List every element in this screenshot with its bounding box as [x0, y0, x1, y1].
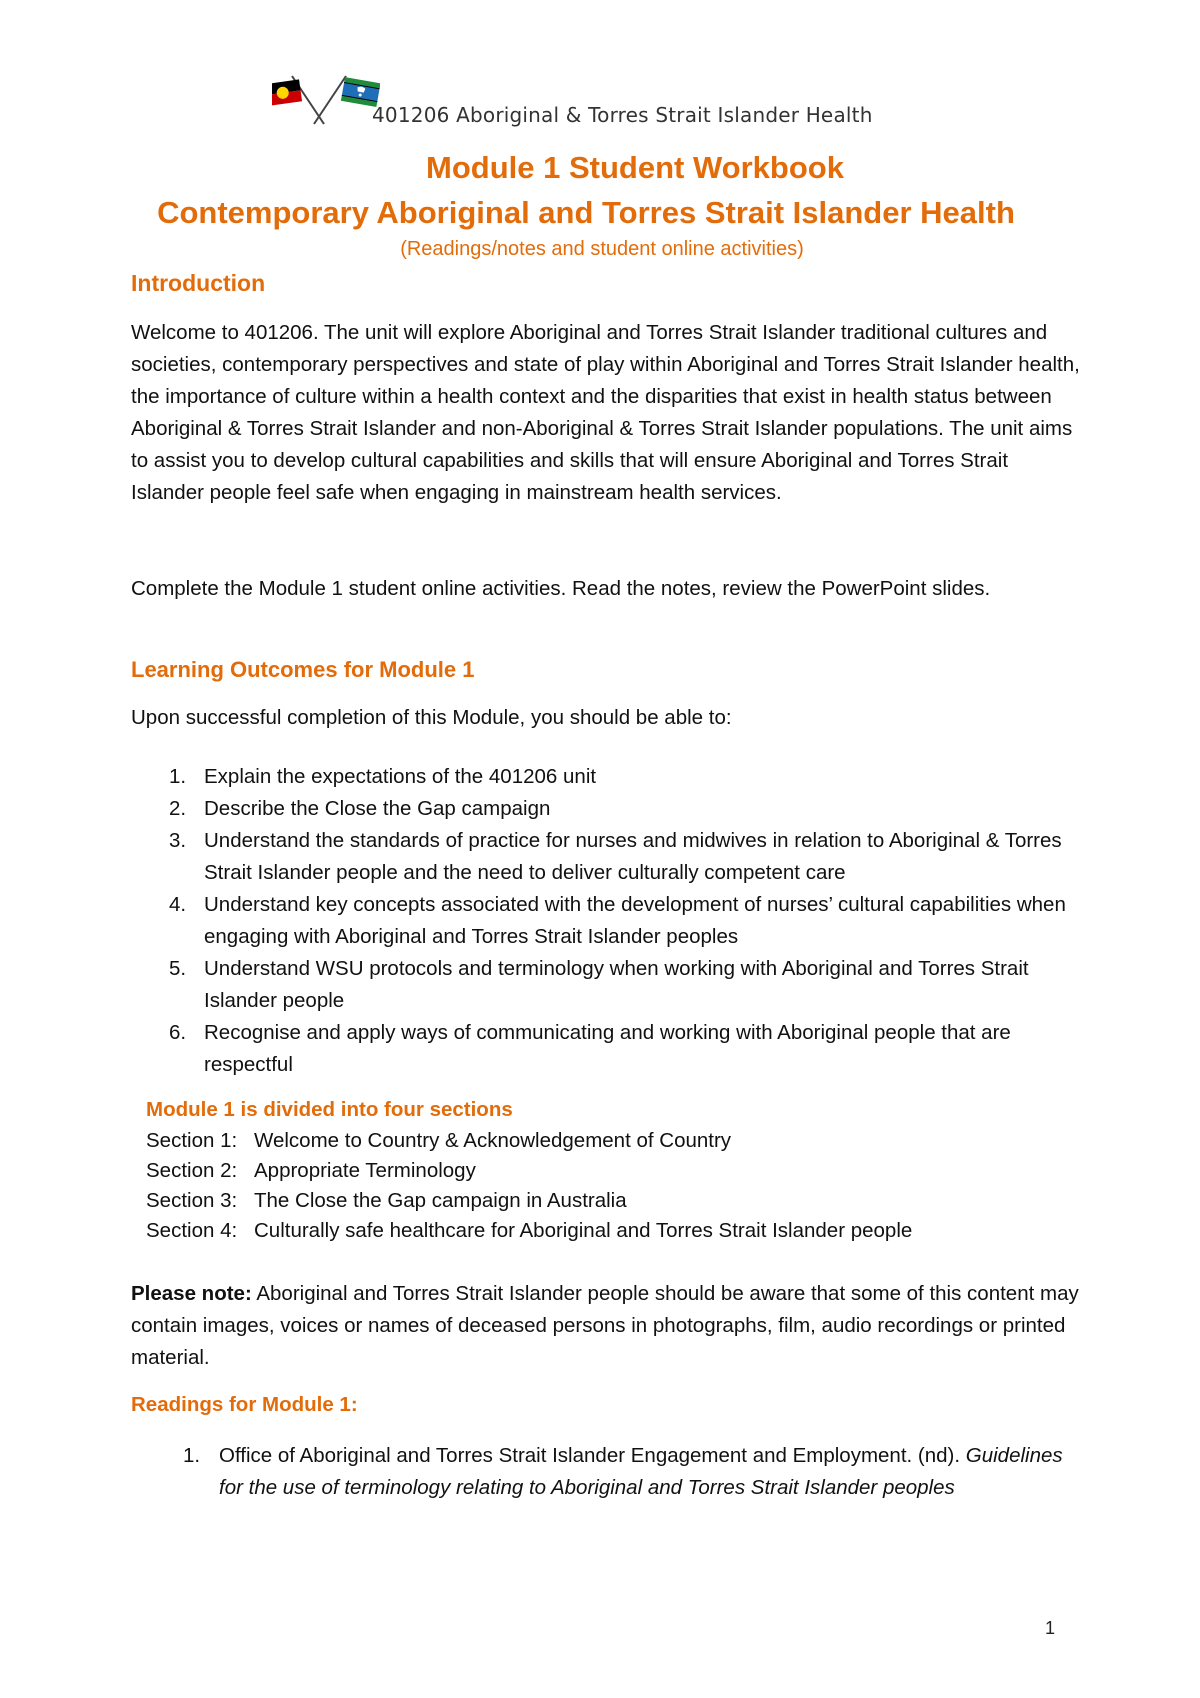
introduction-heading: Introduction	[131, 270, 266, 296]
section-label: Section 3:	[146, 1189, 238, 1212]
section-label: Section 2:	[146, 1159, 238, 1182]
section-text: Appropriate Terminology	[254, 1159, 476, 1182]
page-number: 1	[1045, 1618, 1056, 1638]
list-item-text: Understand the standards of practice for nurses and midwives in relation to Aboriginal & Torres Strait Islander people and the need to deliver culturally competent care	[204, 829, 1062, 884]
list-item	[131, 793, 1091, 825]
activities-paragraph: Complete the Module 1 student online activities. Read the notes, review the PowerPoint slides.	[131, 577, 991, 600]
list-item-text: Understand WSU protocols and terminology when working with Aboriginal and Torres Strait Islander people	[204, 957, 1029, 1012]
section-text: Welcome to Country & Acknowledgement of Country	[254, 1129, 732, 1152]
page-title: Module 1 Student Workbook	[426, 150, 844, 185]
list-item	[131, 1017, 1091, 1081]
list-item	[131, 825, 1091, 889]
list-item-text: Understand key concepts associated with the development of nurses’ cultural capabilities when engaging with Aboriginal and Torres Strait Islander peoples	[204, 893, 1066, 948]
reading-title: Guidelines for the use of terminology relating to Aboriginal and Torres Strait Islander peoples	[219, 1444, 1063, 1499]
learning-outcomes-heading: Learning Outcomes for Module 1	[131, 657, 475, 682]
list-item	[131, 889, 1091, 953]
content-warning	[131, 1278, 1091, 1374]
content-warning-label: Please note:	[131, 1282, 252, 1305]
reading-citation: Office of Aboriginal and Torres Strait Islander Engagement and Employment. (nd).	[219, 1444, 966, 1467]
section-label: Section 1:	[146, 1129, 238, 1152]
learning-outcomes-lead: Upon successful completion of this Module, you should be able to:	[131, 706, 732, 729]
list-item-text: Recognise and apply ways of communicating and working with Aboriginal people that are respectful	[204, 1021, 1011, 1076]
readings-list	[131, 1440, 1091, 1504]
section-item	[146, 1216, 912, 1246]
section-item	[146, 1156, 912, 1186]
list-number: 6.	[169, 1021, 187, 1044]
list-item	[131, 953, 1091, 1017]
list-item	[131, 761, 1091, 793]
sections-list	[146, 1126, 912, 1246]
title-note: (Readings/notes and student online activities)	[400, 238, 804, 260]
list-item-text: Explain the expectations of the 401206 unit	[204, 765, 597, 788]
list-number: 3.	[169, 829, 187, 852]
section-text: Culturally safe healthcare for Aboriginal and Torres Strait Islander people	[254, 1219, 913, 1242]
content-warning-text: Aboriginal and Torres Strait Islander people should be aware that some of this content may contain images, voices or names of deceased persons in photographs, film, audio recordings or printed material.	[131, 1282, 1079, 1369]
list-number: 2.	[169, 797, 187, 820]
list-number: 1.	[169, 765, 187, 788]
readings-heading: Readings for Module 1:	[131, 1393, 358, 1416]
introduction-paragraph: Welcome to 401206. The unit will explore Aboriginal and Torres Strait Islander traditional cultures and societies, contemporary perspectives and state of play within Aboriginal and Torres Strait Islander health, the importance of culture within a health context and the disparities that exist in health status between Aboriginal & Torres Strait Islander and non-Aboriginal & Torres Strait Islander populations. The unit aims to assist you to develop cultural capabilities and skills that will ensure Aboriginal and Torres Strait Islander people feel safe when engaging in mainstream health services.	[131, 321, 1080, 504]
reading-item	[131, 1440, 1091, 1504]
sections-heading: Module 1 is divided into four sections	[146, 1098, 513, 1121]
list-item-text: Describe the Close the Gap campaign	[204, 797, 551, 820]
list-number: 4.	[169, 893, 187, 916]
section-label: Section 4:	[146, 1219, 238, 1242]
list-number: 1.	[183, 1444, 201, 1467]
aboriginal-and-torres-strait-islander-flags-icon	[272, 72, 380, 132]
section-text: The Close the Gap campaign in Australia	[254, 1189, 627, 1212]
learning-outcomes-list	[131, 761, 1091, 1081]
section-item	[146, 1126, 912, 1156]
list-number: 5.	[169, 957, 187, 980]
section-item	[146, 1186, 912, 1216]
page-subtitle-heading: Contemporary Aboriginal and Torres Strait Islander Health	[157, 195, 1015, 230]
running-header: 401206 Aboriginal & Torres Strait Islander Health	[372, 103, 873, 127]
